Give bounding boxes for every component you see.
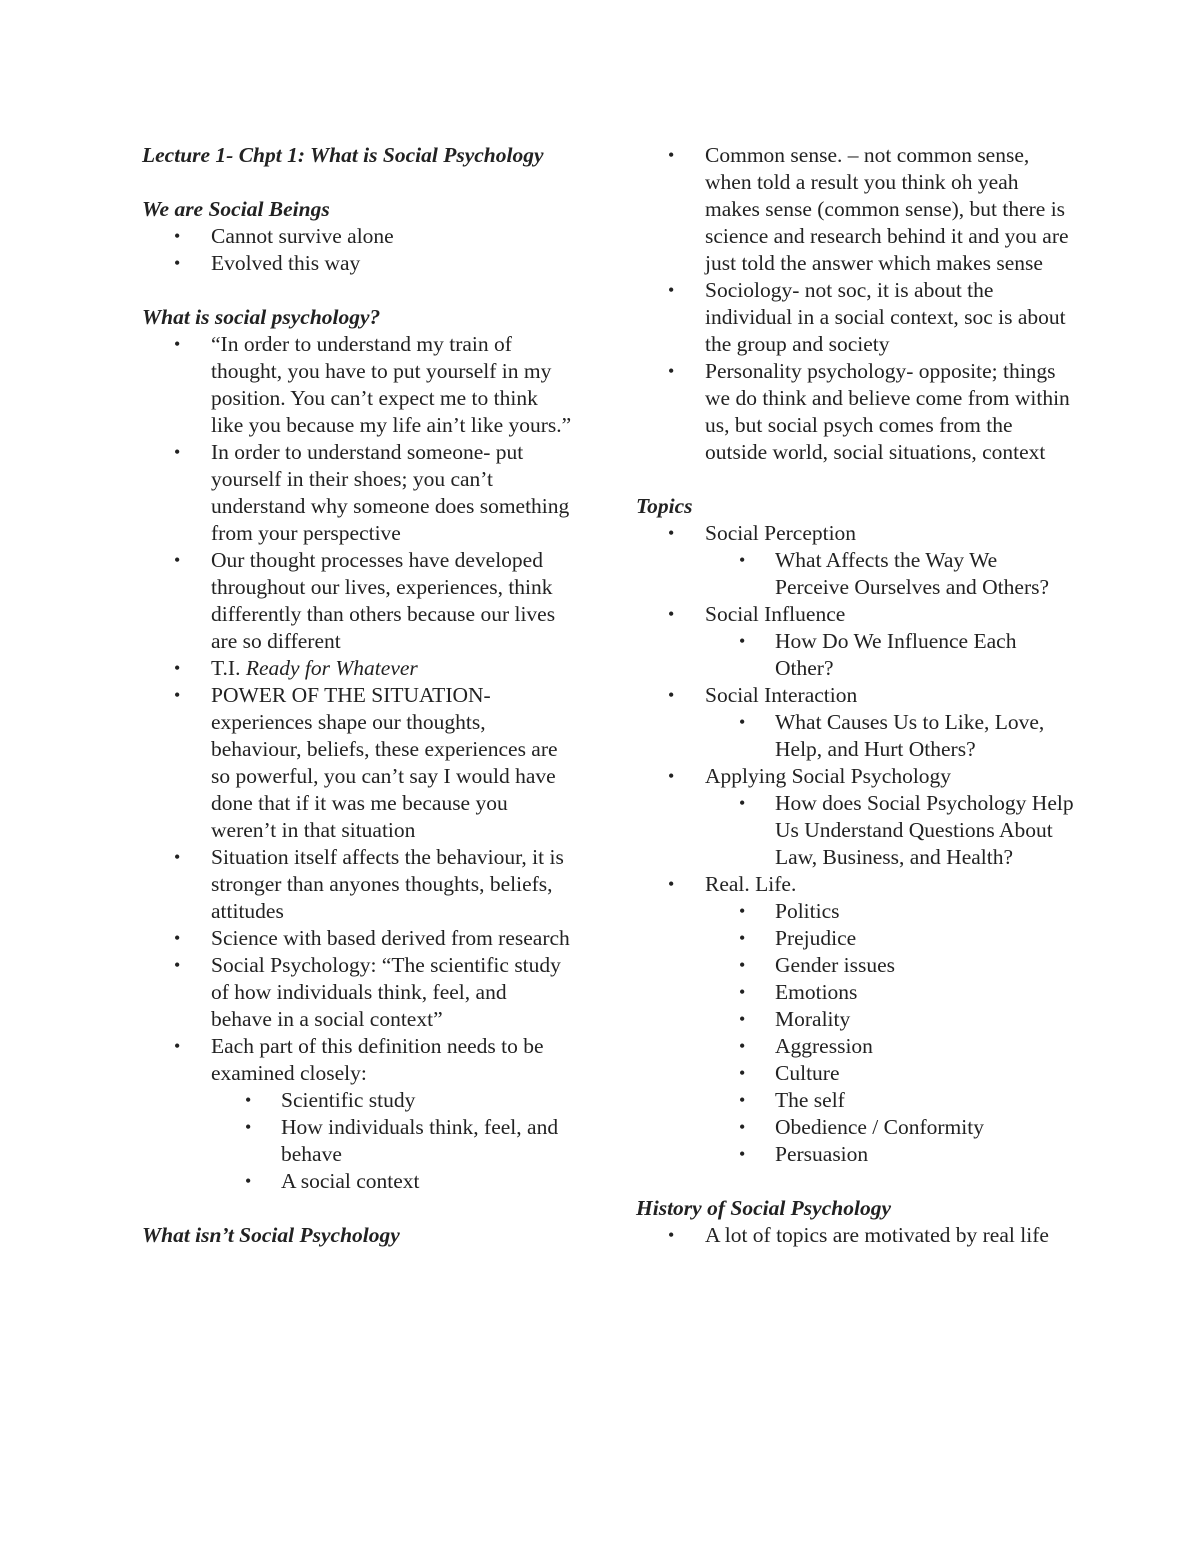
list-item	[636, 682, 1076, 763]
sub-list-item: • Culture	[705, 1060, 1076, 1087]
list-item: • Evolved this way	[142, 250, 572, 277]
list-item: • Social Psychology: “The scientific study of how individuals think, feel, and behave in a social context”	[142, 952, 572, 1033]
section-heading-what-isnt-social-psychology: What isn’t Social Psychology	[142, 1223, 400, 1247]
sub-list-item: • Emotions	[705, 979, 1076, 1006]
topic-label: Applying Social Psychology	[705, 764, 952, 788]
section-heading-social-beings: We are Social Beings	[142, 197, 330, 221]
document-title: Lecture 1- Chpt 1: What is Social Psychology	[142, 143, 544, 167]
topic-label: Real. Life.	[705, 872, 797, 896]
topic-sub-list	[705, 790, 1076, 871]
list-item: • A lot of topics are motivated by real life	[636, 1222, 1076, 1249]
list-item-text: Each part of this definition needs to be examined closely:	[211, 1034, 544, 1085]
left-column	[142, 142, 572, 1249]
history-list	[636, 1222, 1076, 1249]
sub-list-item: • What Causes Us to Like, Love, Help, and Hurt Others?	[705, 709, 1076, 763]
list-item	[636, 601, 1076, 682]
sub-list-item: • Morality	[705, 1006, 1076, 1033]
sub-list-item: • How Do We Influence Each Other?	[705, 628, 1076, 682]
what-is-social-psychology-list	[142, 331, 572, 1195]
sub-list-item: • How does Social Psychology Help Us Understand Questions About Law, Business, and Health?	[705, 790, 1076, 871]
list-item: • Sociology- not soc, it is about the individual in a social context, soc is about the group and society	[636, 277, 1076, 358]
section-heading-topics: Topics	[636, 494, 693, 518]
right-column	[636, 142, 1076, 1249]
section-heading-what-is-social-psychology: What is social psychology?	[142, 305, 381, 329]
list-item: • Common sense. – not common sense, when told a result you think oh yeah makes sense (common sense), but there is science and research behind it and you are just told the answer which makes sense	[636, 142, 1076, 277]
list-item: • Personality psychology- opposite; things we do think and believe come from within us, but social psych comes from the outside world, social situations, context	[636, 358, 1076, 466]
list-item	[636, 520, 1076, 601]
section-heading-history: History of Social Psychology	[636, 1196, 891, 1220]
list-item: • Cannot survive alone	[142, 223, 572, 250]
definition-parts-list	[142, 1087, 572, 1195]
list-item: • Science with based derived from research	[142, 925, 572, 952]
sub-list-item: • Gender issues	[705, 952, 1076, 979]
topic-label: Social Perception	[705, 521, 857, 545]
sub-list-item: • Scientific study	[211, 1087, 572, 1114]
list-item: • “In order to understand my train of thought, you have to put yourself in my position. You can’t expect me to think like you because my life ain’t like yours.”	[142, 331, 572, 439]
list-item: • Our thought processes have developed throughout our lives, experiences, think differently than others because our lives are so different	[142, 547, 572, 655]
sub-list-item: • Persuasion	[705, 1141, 1076, 1168]
sub-list-item: • How individuals think, feel, and behave	[211, 1114, 572, 1168]
topics-list	[636, 520, 1076, 1168]
list-item	[636, 763, 1076, 871]
sub-list-item: • Politics	[705, 898, 1076, 925]
topic-sub-list	[705, 547, 1076, 601]
list-item	[142, 1033, 572, 1195]
song-title: Ready for Whatever	[245, 656, 418, 680]
sub-list-item: • What Affects the Way We Perceive Ourselves and Others?	[705, 547, 1076, 601]
list-item: • Situation itself affects the behaviour, it is stronger than anyones thoughts, beliefs, attitudes	[142, 844, 572, 925]
list-item	[636, 871, 1076, 1168]
sub-list-item: • Obedience / Conformity	[705, 1114, 1076, 1141]
list-item	[142, 655, 572, 682]
sub-list-item: • Aggression	[705, 1033, 1076, 1060]
topic-sub-list	[705, 628, 1076, 682]
list-item: • In order to understand someone- put yourself in their shoes; you can’t understand why someone does something from your perspective	[142, 439, 572, 547]
list-item-prefix: T.I.	[211, 656, 246, 680]
what-isnt-list	[636, 142, 1076, 466]
sub-list-item: • Prejudice	[705, 925, 1076, 952]
topic-sub-list	[705, 898, 1076, 1168]
topic-label: Social Influence	[705, 602, 846, 626]
list-item: • POWER OF THE SITUATION- experiences shape our thoughts, behaviour, beliefs, these experiences are so powerful, you can’t say I would have done that if it was me because you weren’t in that situation	[142, 682, 572, 844]
sub-list-item: • The self	[705, 1087, 1076, 1114]
topic-sub-list	[705, 709, 1076, 763]
topic-label: Social Interaction	[705, 683, 858, 707]
social-beings-list	[142, 223, 572, 277]
sub-list-item: • A social context	[211, 1168, 572, 1195]
